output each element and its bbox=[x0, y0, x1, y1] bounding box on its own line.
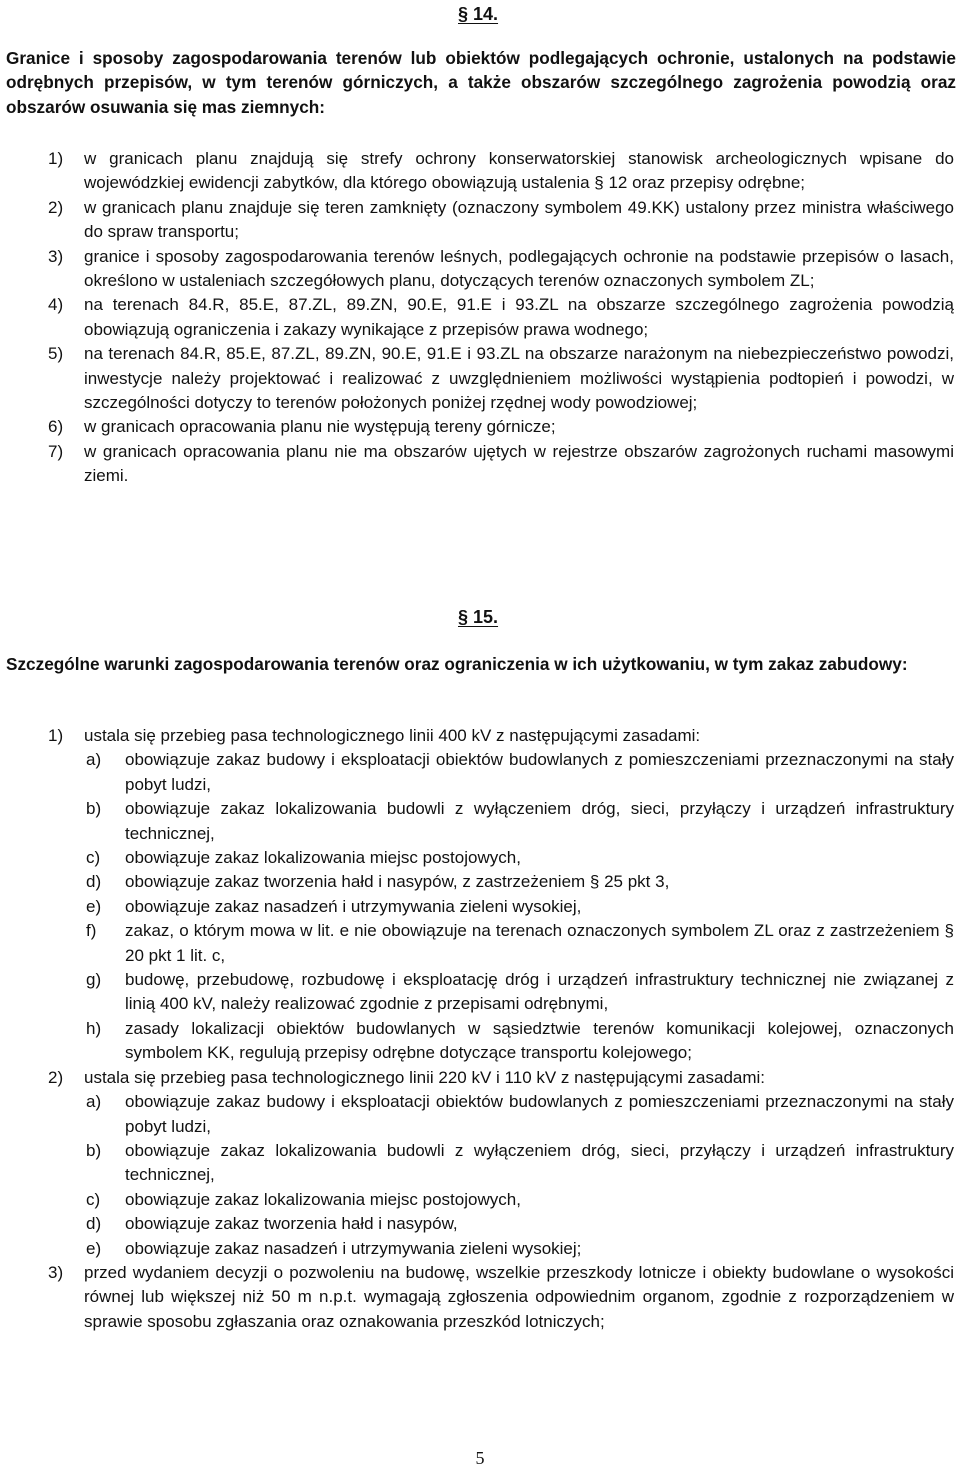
sub-list-item: a) obowiązuje zakaz budowy i eksploatacji obiektów budowlanych z pomieszczeniami przeznaczonymi na stały pobyt ludzi, bbox=[86, 750, 954, 794]
section-14-list bbox=[0, 147, 960, 489]
sub-list-item: d) obowiązuje zakaz tworzenia hałd i nasypów, z zastrzeżeniem § 25 pkt 3, bbox=[86, 872, 670, 892]
section-14-title: Granice i sposoby zagospodarowania terenów lub obiektów podlegających ochronie, ustalonych na podstawie odrębnych przepisów, w tym terenów górniczych, a także obszarów szczególnego zagrożenia powodzią oraz obszarów osuwania się mas ziemnych: bbox=[6, 48, 956, 117]
section-14-number: § 14. bbox=[458, 4, 499, 24]
list-item: 2) w granicach planu znajduje się teren zamknięty (oznaczony symbolem 49.KK) ustalony przez ministra właściwego do spraw transportu; bbox=[48, 197, 954, 242]
sub-list-item: g) budowę, przebudowę, rozbudowę i eksploatację dróg i urządzeń infrastruktury technicznej nie związanej z linią 400 kV, należy realizować zgodnie z przepisami odrębnymi, bbox=[86, 970, 954, 1014]
sub-list-item: d) obowiązuje zakaz tworzenia hałd i nasypów, bbox=[86, 1214, 458, 1234]
list-item: 2) ustala się przebieg pasa technologicznego linii 220 kV i 110 kV z następującymi zasadami: bbox=[48, 1067, 766, 1087]
list-item: 7) w granicach opracowania planu nie ma obszarów ujętych w rejestrze obszarów zagrożonych ruchami masowymi ziemi. bbox=[48, 441, 954, 486]
sub-list-item: c) obowiązuje zakaz lokalizowania miejsc postojowych, bbox=[86, 848, 521, 868]
page-number: 5 bbox=[475, 1448, 485, 1468]
sub-list-item: b) obowiązuje zakaz lokalizowania budowli z wyłączeniem dróg, sieci, przyłączy i urządzeń infrastruktury technicznej, bbox=[86, 799, 954, 843]
list-item: 3) granice i sposoby zagospodarowania terenów leśnych, podlegających ochronie na podstawie przepisów o lasach, określono w ustaleniach szczegółowych planu, dotyczących terenów oznaczonych symbolem ZL; bbox=[48, 246, 954, 291]
list-item: 1) ustala się przebieg pasa technologicznego linii 400 kV z następującymi zasadami: bbox=[48, 726, 701, 745]
sub-list-item: e) obowiązuje zakaz nasadzeń i utrzymywania zieleni wysokiej; bbox=[86, 1238, 582, 1258]
section-15-title: Szczególne warunki zagospodarowania terenów oraz ograniczenia w ich użytkowaniu, w tym zakaz zabudowy: bbox=[6, 654, 908, 674]
list-item: 4) na terenach 84.R, 85.E, 87.ZL, 89.ZN, 90.E, 91.E i 93.ZL na obszarze szczególnego zagrożenia powodzią obowiązują ograniczenia i zakazy wynikające z przepisów prawa wodnego; bbox=[48, 295, 954, 339]
sub-list-item: h) zasady lokalizacji obiektów budowlanych w sąsiedztwie terenów komunikacji kolejowej, oznaczonych symbolem KK, regulują przepisy odrębne dotyczące transportu kolejowego; bbox=[86, 1018, 954, 1063]
list-item: 1) w granicach planu znajdują się strefy ochrony konserwatorskiej stanowisk archeologicznych wpisane do wojewódzkiej ewidencji zabytków, dla którego obowiązują ustalenia § 12 oraz przepisy odrębne; bbox=[48, 149, 954, 193]
section-15-number: § 15. bbox=[458, 607, 499, 627]
list-item: 6) w granicach opracowania planu nie występują tereny górnicze; bbox=[48, 417, 556, 437]
list-item: 3) przed wydaniem decyzji o pozwoleniu na budowę, wszelkie przeszkody lotnicze i obiekty budowlane o wysokości równej lub większej niż 50 m n.p.t. wymagają zgłoszenia odpowiednim organom, zgodnie z rozporządzeniem w sprawie sposobu zgłaszania oraz oznakowania przeszkód lotniczych; bbox=[48, 1262, 954, 1331]
section-15-list bbox=[0, 724, 960, 1334]
sub-list-item: e) obowiązuje zakaz nasadzeń i utrzymywania zieleni wysokiej, bbox=[86, 896, 582, 916]
list-item: 5) na terenach 84.R, 85.E, 87.ZL, 89.ZN, 90.E, 91.E i 93.ZL na obszarze narażonym na niebezpieczeństwo powodzi, inwestycje należy projektować i realizować z uwzględnieniem możliwości wystąpienia podtopień i powodzi, w szczególności dotyczy to terenów położonych poniżej rzędnej wody powodziowej; bbox=[48, 344, 954, 413]
sub-list-item: c) obowiązuje zakaz lokalizowania miejsc postojowych, bbox=[86, 1189, 521, 1209]
sub-list-item: f) zakaz, o którym mowa w lit. e nie obowiązuje na terenach oznaczonych symbolem ZL oraz z zastrzeżeniem § 20 pkt 1 lit. c, bbox=[86, 921, 954, 965]
sub-list-item: a) obowiązuje zakaz budowy i eksploatacji obiektów budowlanych z pomieszczeniami przeznaczonymi na stały pobyt ludzi, bbox=[86, 1092, 954, 1136]
sub-list-item: b) obowiązuje zakaz lokalizowania budowli z wyłączeniem dróg, sieci, przyłączy i urządzeń infrastruktury technicznej, bbox=[86, 1140, 954, 1185]
